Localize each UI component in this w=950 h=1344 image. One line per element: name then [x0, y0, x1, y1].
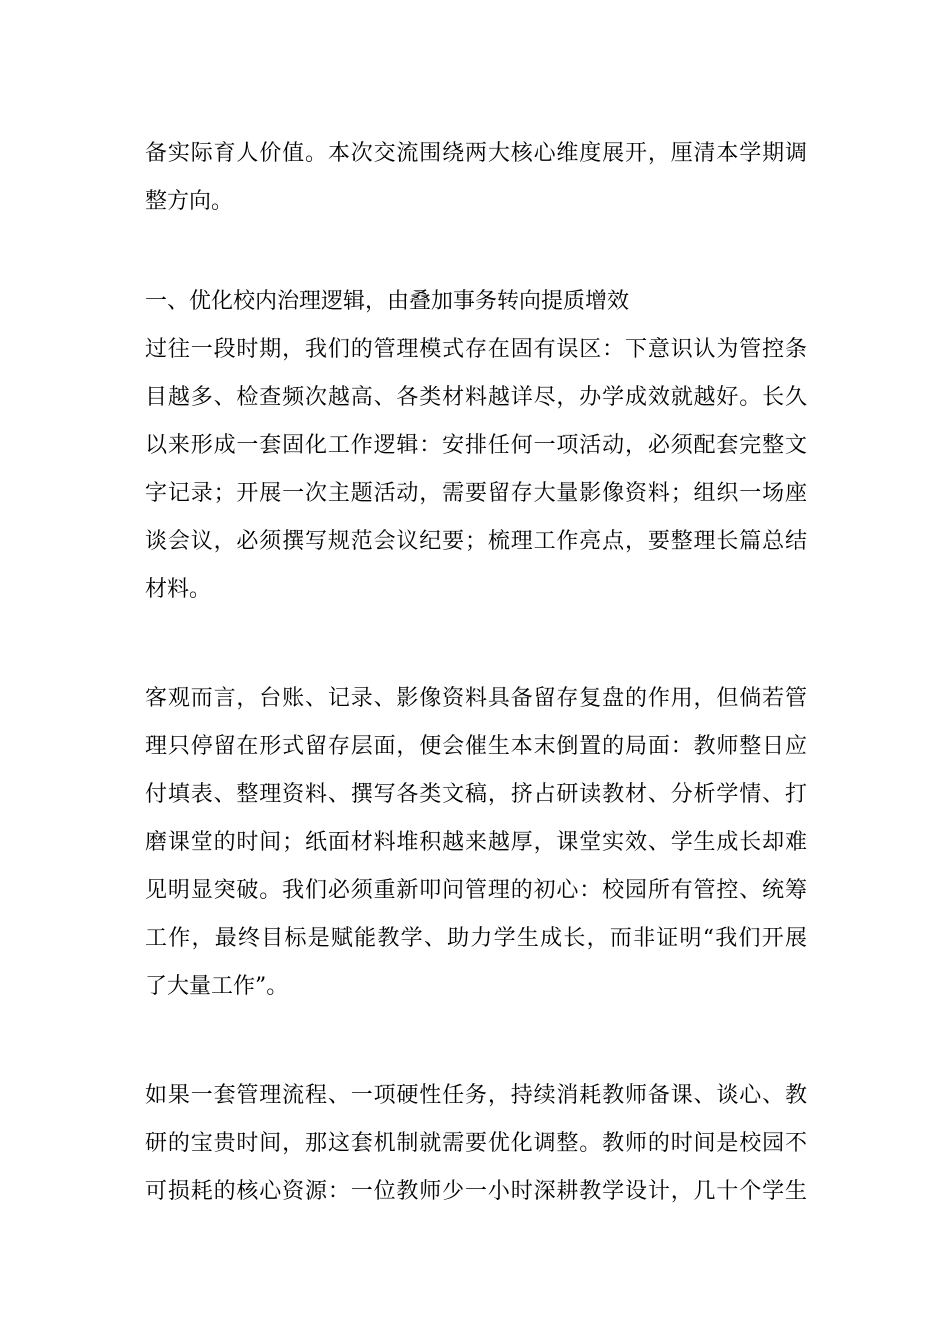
paragraph-2 [145, 675, 807, 1011]
text-line: 付填表、整理资料、撰写各类文稿，挤占研读教材、分析学情、打 [145, 782, 807, 807]
section-1 [145, 278, 807, 614]
text-line: 字记录；开展一次主题活动，需要留存大量影像资料；组织一场座 [145, 481, 807, 506]
text-line: 整方向。 [145, 189, 234, 214]
text-line: 如果一套管理流程、一项硬性任务，持续消耗教师备课、谈心、教 [145, 1083, 807, 1108]
text-line: 了大量工作”。 [145, 974, 289, 999]
text-line: 磨课堂的时间；纸面材料堆积越来越厚，课堂实效、学生成长却难 [145, 830, 807, 855]
text-line: 谈会议，必须撰写规范会议纪要；梳理工作亮点，要整理长篇总结 [145, 529, 807, 554]
text-line: 可损耗的核心资源：一位教师少一小时深耕教学设计，几十个学生 [145, 1179, 807, 1204]
text-line: 研的宝贵时间，那这套机制就需要优化调整。教师的时间是校园不 [145, 1131, 807, 1156]
text-line: 见明显突破。我们必须重新叩问管理的初心：校园所有管控、统筹 [145, 878, 807, 903]
text-line: 目越多、检查频次越高、各类材料越详尽，办学成效就越好。长久 [145, 385, 807, 410]
text-line: 材料。 [145, 577, 212, 602]
text-line: 工作，最终目标是赋能教学、助力学生成长，而非证明“我们开展 [145, 926, 807, 951]
paragraph-3 [145, 1072, 807, 1216]
text-line: 以来形成一套固化工作逻辑：安排任何一项活动，必须配套完整文 [145, 433, 807, 458]
section-heading: 一、优化校内治理逻辑，由叠加事务转向提质增效 [145, 289, 630, 314]
text-line: 过往一段时期，我们的管理模式存在固有误区：下意识认为管控条 [145, 337, 807, 362]
text-line: 理只停留在形式留存层面，便会催生本末倒置的局面：教师整日应 [145, 734, 807, 759]
text-line: 备实际育人价值。本次交流围绕两大核心维度展开，厘清本学期调 [145, 141, 807, 166]
text-line: 客观而言，台账、记录、影像资料具备留存复盘的作用，但倘若管 [145, 686, 807, 711]
intro-paragraph [145, 130, 807, 226]
